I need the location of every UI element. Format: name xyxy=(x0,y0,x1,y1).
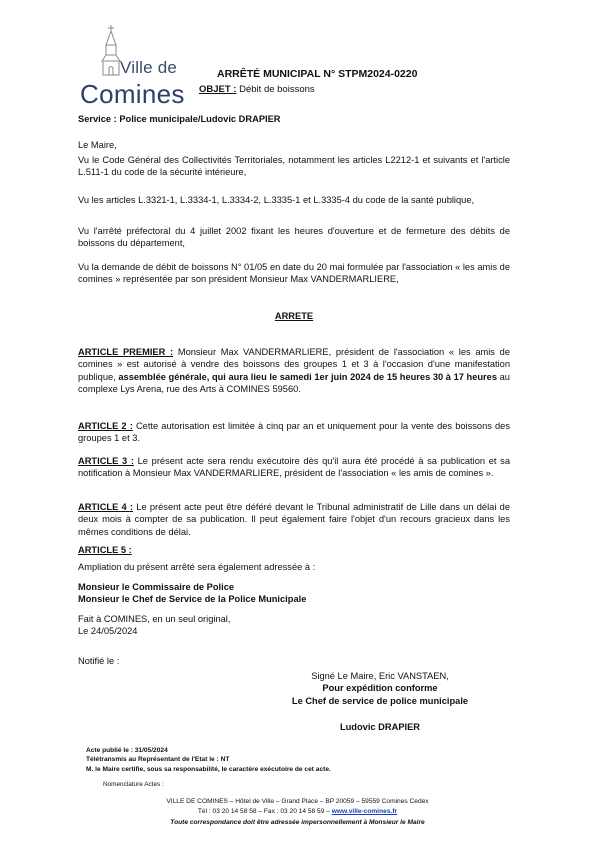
article-2-text: Cette autorisation est limitée à cinq par an et uniquement pour la vente des boissons des groupes 1 et 3. xyxy=(78,421,511,444)
considerant-3: Vu l'arrêté préfectoral du 4 juillet 2002 fixant les heures d'ouverture et de fermeture des débits de boissons du département, xyxy=(78,226,510,249)
logo-comines: Comines xyxy=(80,79,185,109)
logo-ville-de: Ville de xyxy=(120,58,178,77)
article-1 xyxy=(78,346,510,396)
footer-mention: Toute correspondance doit être adressée impersonnellement à Monsieur le Maire xyxy=(170,819,425,826)
article-4-text: Le présent acte peut être déféré devant le Tribunal administratif de Lille dans un délai de deux mois à compter de sa publication. Il peut également faire l'objet d'un recours gracieux dans les mêmes conditions de délai. xyxy=(78,502,510,537)
service-line: Service : Police municipale/Ludovic DRAPIER xyxy=(78,114,281,124)
destinataire-2: Monsieur le Chef de Service de la Police Municipale xyxy=(78,594,307,604)
article-5 xyxy=(78,544,510,556)
considerant-2: Vu les articles L.3321-1, L.3334-1, L.3334-2, L.3335-1 et L.3335-4 du code de la santé publique, xyxy=(78,195,475,205)
article-5-label: ARTICLE 5 : xyxy=(78,545,132,555)
city-logo xyxy=(80,25,195,110)
signature-chef: Le Chef de service de police municipale xyxy=(291,695,469,706)
article-2-label: ARTICLE 2 : xyxy=(78,421,133,431)
signature-nom: Ludovic DRAPIER xyxy=(339,722,421,733)
document-title: ARRÊTÉ MUNICIPAL N° STPM2024-0220 xyxy=(217,68,418,80)
objet-line xyxy=(199,84,315,95)
footer-tel: Tél : 03 20 14 58 58 – Fax : 03 20 14 58 59 – xyxy=(197,808,330,815)
article-4-label: ARTICLE 4 : xyxy=(78,502,134,512)
objet-label: OBJET : xyxy=(199,84,237,95)
arrete-heading-wrap xyxy=(78,310,510,322)
footer-meta xyxy=(86,746,331,774)
maire-line: Le Maire, xyxy=(78,140,117,150)
article-3-text: Le présent acte sera rendu exécutoire dès qu'il aura été procédé à sa publication et sa notification à Monsieur Max VANDERMARLIERE, président de l'association « les amis de comines ». xyxy=(78,456,510,479)
objet-text: Débit de boissons xyxy=(239,84,315,95)
article-3 xyxy=(78,455,510,480)
footer-teletransmis: Télétransmis au Représentant de l'Etat le : NT xyxy=(86,756,230,764)
signature-signe: Signé Le Maire, Eric VANSTAEN, xyxy=(311,671,449,681)
article-2 xyxy=(78,420,510,445)
article-4 xyxy=(78,501,510,538)
signature-block xyxy=(260,670,500,734)
footer-website-link[interactable]: www.ville-comines.fr xyxy=(331,808,398,815)
article-3-label: ARTICLE 3 : xyxy=(78,456,134,466)
ampliation-line: Ampliation du présent arrêté sera également adressée à : xyxy=(78,562,316,572)
fait-line-1: Fait à COMINES, en un seul original, xyxy=(78,614,231,624)
fait-line-2: Le 24/05/2024 xyxy=(78,626,138,636)
notifie-line: Notifié le : xyxy=(78,656,120,666)
footer-address: VILLE DE COMINES – Hôtel de Ville – Grand Place – BP 20059 – 59559 Comines Cedex xyxy=(166,798,429,805)
footer-nomenclature: Nomenclature Actes : xyxy=(103,781,164,788)
article-1-text-bold: assemblée générale, qui aura lieu le samedi 1er juin 2024 de 15 heures 30 à 17 heures xyxy=(118,371,498,382)
considerant-4: Vu la demande de débit de boissons N° 01/05 en date du 20 mai formulée par l'association « les amis de comines » représentée par son président Monsieur Max VANDERMARLIERE, xyxy=(78,262,510,285)
article-1-text-b: au complexe Lys Arena, rue des Arts à COMINES 59560. xyxy=(78,371,510,395)
destinataire-1: Monsieur le Commissaire de Police xyxy=(78,582,235,592)
article-1-text-a: Monsieur Max VANDERMARLIERE, président de l'association « les amis de comines » est autorisé à vendre des boissons des groupes 1 et 3 à l'occasion d'une manifestation publique, xyxy=(78,347,510,382)
arrete-heading: ARRETE xyxy=(274,311,314,321)
footer-certifie: M. le Maire certifie, sous sa responsabilité, le caractère exécutoire de cet acte. xyxy=(86,765,331,773)
footer-publie: Acte publié le : 31/05/2024 xyxy=(86,747,168,754)
signature-expedition: Pour expédition conforme xyxy=(322,683,438,694)
footer-contact xyxy=(0,807,595,817)
article-1-label: ARTICLE PREMIER : xyxy=(78,347,174,357)
considerant-1: Vu le Code Général des Collectivités Territoriales, notamment les articles L2212-1 et suivants et l'article L.511-1 du code de la sécurité intérieure, xyxy=(78,155,510,178)
